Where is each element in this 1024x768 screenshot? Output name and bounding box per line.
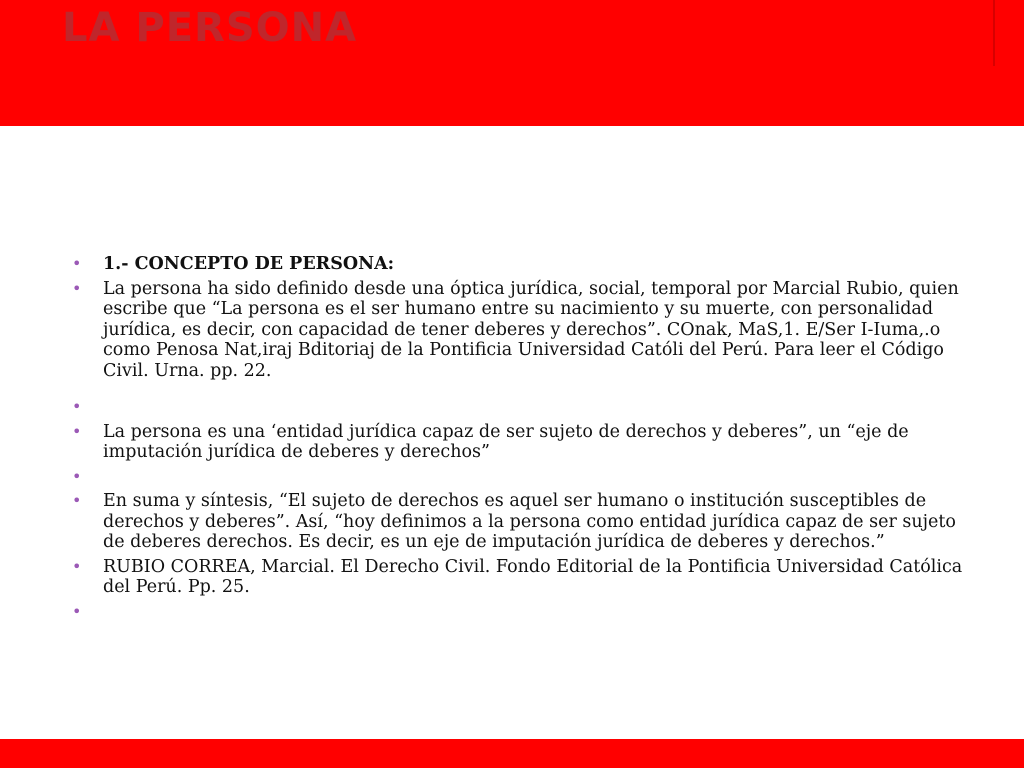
title-band (0, 0, 1024, 126)
paragraph-entity: La persona es una ‘entidad jurídica capaz de ser sujeto de derechos y deberes”, un “eje de imputación jurídica de deberes y derechos” (103, 421, 909, 462)
bullet-list (72, 254, 972, 626)
list-item (72, 254, 972, 275)
bullet-icon: • (72, 556, 82, 576)
list-item (72, 422, 972, 463)
list-item-empty (72, 467, 972, 488)
bullet-icon: • (72, 254, 82, 273)
band-divider (993, 0, 995, 66)
slide-title: LA PERSONA (62, 5, 358, 51)
list-item (72, 491, 972, 553)
paragraph-citation: RUBIO CORREA, Marcial. El Derecho Civil. Fondo Editorial de la Pontificia Universidad Católica del Perú. Pp. 25. (103, 556, 963, 597)
bullet-icon: • (72, 491, 82, 510)
bullet-icon: • (72, 601, 82, 621)
section-heading: 1.- CONCEPTO DE PERSONA: (103, 254, 395, 274)
footer-band (0, 739, 1024, 768)
paragraph-definition: La persona ha sido definido desde una óptica jurídica, social, temporal por Marcial Rubio, quien escribe que “La persona es el ser humano entre su nacimiento y su muerte, con personalidad jurídica, es decir, con capacidad de tener deberes y derechos”. COnak, MaS,1. E/Ser I-Iuma,.o como Penosa Nat,iraj Bditoriaj de la Pontificia Universidad Católi del Perú. Para leer el Código Civil. Urna. pp. 22. (103, 278, 959, 381)
list-item-empty (72, 397, 972, 418)
bullet-icon: • (72, 278, 82, 298)
list-item (72, 557, 972, 598)
list-item (72, 279, 972, 382)
bullet-icon: • (72, 421, 82, 441)
bullet-icon: • (72, 466, 82, 486)
bullet-icon: • (72, 397, 82, 416)
paragraph-summary: En suma y síntesis, “El sujeto de derechos es aquel ser humano o institución susceptibles de derechos y deberes”. Así, “hoy definimos a la persona como entidad jurídica capaz de ser sujeto de deberes derechos. Es decir, es un eje de imputación jurídica de deberes y derechos.” (103, 491, 956, 552)
list-item-empty (72, 602, 972, 623)
